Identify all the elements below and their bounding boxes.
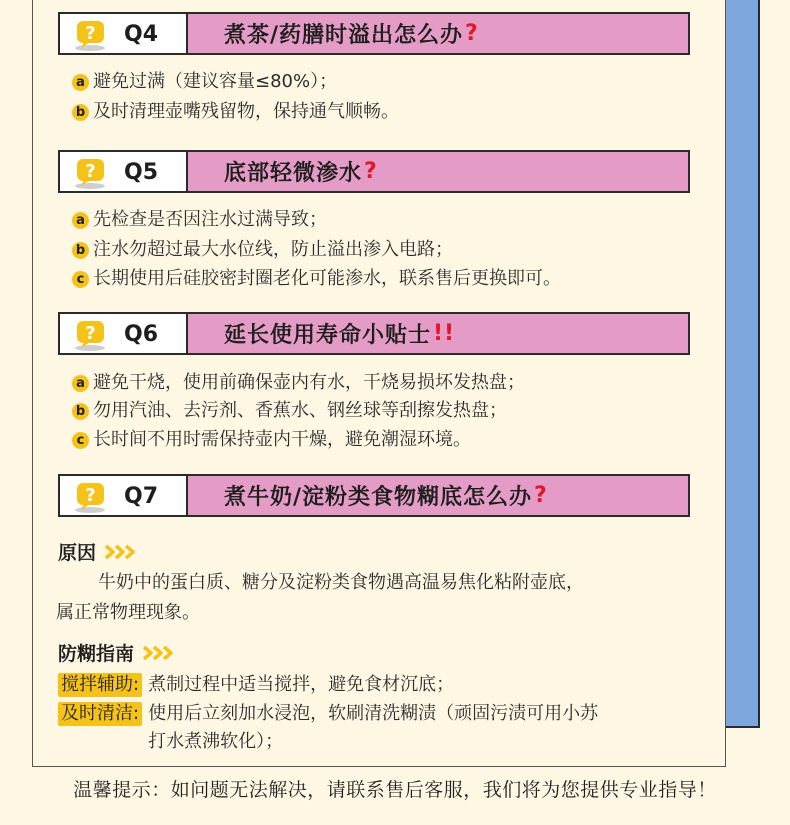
question-bubble-icon [74, 18, 116, 52]
question-tag [60, 314, 188, 353]
svg-text:?: ? [85, 23, 96, 44]
title-mark: ? [534, 483, 548, 508]
list-item: a 先检查是否因注水过满导致； [72, 209, 327, 231]
question-bubble-icon [74, 480, 116, 514]
faq-card [32, 0, 726, 767]
list-item: a 避免过满（建议容量≤80%）； [72, 71, 337, 93]
cause-line-1: 牛奶中的蛋白质、糖分及淀粉类食物遇高温易焦化粘附壶底， [98, 572, 584, 593]
tip-label: 搅拌辅助: [58, 673, 142, 697]
tip-label: 及时清洁: [58, 702, 142, 726]
bullet-a: a [72, 212, 89, 229]
title-mark: ? [364, 159, 378, 184]
title-mark: !! [433, 321, 456, 346]
triple-chevron-icon [142, 645, 176, 661]
bullet-a: a [72, 375, 89, 392]
question-header-q7 [58, 474, 690, 517]
question-tag [60, 476, 188, 515]
question-number: Q4 [124, 22, 159, 47]
svg-text:?: ? [85, 161, 96, 182]
bullet-b: b [72, 104, 89, 121]
question-title: 煮牛奶/淀粉类食物糊底怎么办 ? [188, 476, 688, 515]
list-item: b 注水勿超过最大水位线，防止溢出渗入电路； [72, 239, 453, 261]
question-number: Q7 [124, 484, 159, 509]
list-item: c 长时间不用时需保持壶内干燥，避免潮湿环境。 [72, 429, 471, 451]
cause-heading: 原因 [58, 538, 138, 565]
bullet-b: b [72, 242, 89, 259]
question-bubble-icon [74, 156, 116, 190]
list-item: b 勿用汽油、去污剂、香蕉水、钢丝球等刮擦发热盘； [72, 400, 507, 422]
triple-chevron-icon [104, 544, 138, 560]
bullet-c: c [72, 271, 89, 288]
list-item: a 避免干烧，使用前确保壶内有水，干烧易损坏发热盘； [72, 372, 525, 394]
question-tag [60, 152, 188, 191]
question-bubble-icon [74, 318, 116, 352]
guide-heading: 防糊指南 [58, 639, 176, 666]
bullet-b: b [72, 403, 89, 420]
bullet-c: c [72, 432, 89, 449]
cause-line-2: 属正常物理现象。 [56, 602, 200, 623]
question-number: Q6 [124, 322, 159, 347]
guide-tip [58, 671, 454, 699]
footer-tip: 温馨提示：如问题无法解决，请联系售后客服，我们将为您提供专业指导！ [73, 779, 717, 801]
tip-text: 使用后立刻加水浸泡，软刷清洗糊渍（顽固污渍可用小苏 打水煮沸软化）； [148, 703, 599, 752]
question-tag [60, 14, 188, 53]
bullet-a: a [72, 74, 89, 91]
question-number: Q5 [124, 160, 159, 185]
list-item: b 及时清理壶嘴残留物，保持通气顺畅。 [72, 101, 399, 123]
title-mark: ? [465, 21, 479, 46]
question-title: 延长使用寿命小贴士 !! [188, 314, 688, 353]
question-header-q5 [58, 150, 690, 193]
svg-text:?: ? [85, 323, 96, 344]
svg-text:?: ? [85, 485, 96, 506]
guide-tip [58, 700, 598, 756]
question-title: 煮茶/药膳时溢出怎么办 ? [188, 14, 688, 53]
question-header-q6 [58, 312, 690, 355]
question-header-q4 [58, 12, 690, 55]
list-item: c 长期使用后硅胶密封圈老化可能渗水，联系售后更换即可。 [72, 268, 561, 290]
tip-text: 煮制过程中适当搅拌，避免食材沉底； [148, 674, 455, 695]
question-title: 底部轻微渗水 ? [188, 152, 688, 191]
